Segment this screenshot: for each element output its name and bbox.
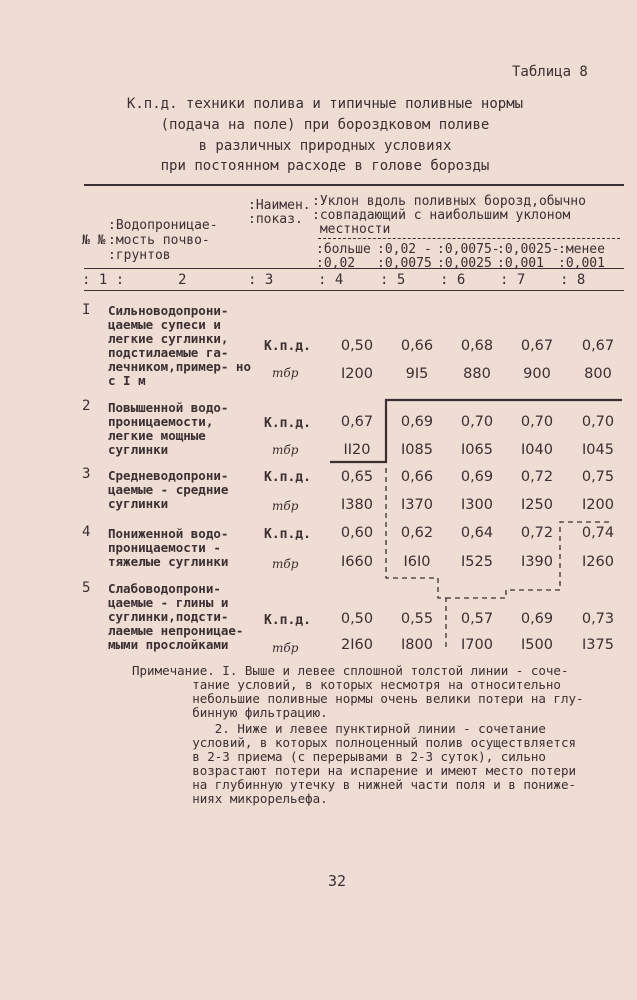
note-line-1: Примечание. I. Выше и левее сплошной толстой линии - соче- xyxy=(132,663,569,678)
row-4-number: 4 xyxy=(82,524,91,540)
row-3-number: 3 xyxy=(82,466,91,482)
colnum-1: : 1 : xyxy=(82,272,125,288)
slope-col-2a: :0,02 - xyxy=(377,242,432,257)
note-line-2: тание условий, в которых несмотря на относительно xyxy=(132,677,561,692)
row-3-m-c8: I200 xyxy=(582,497,614,513)
row-1-m-c4: I200 xyxy=(341,366,373,382)
header-number: № № xyxy=(82,233,106,248)
table-label: Таблица 8 xyxy=(512,64,588,80)
row-3-m-c6: I300 xyxy=(461,497,493,513)
slope-col-3b: :0,0025 xyxy=(437,256,492,271)
row-2-kpd-label: К.п.д. xyxy=(264,416,311,431)
header-indicator-1: :Наимен. xyxy=(248,198,311,213)
row-3-kpd-c6: 0,69 xyxy=(460,469,494,485)
row-5-kpd-label: К.п.д. xyxy=(264,613,311,628)
slope-col-1b: :0,02 xyxy=(316,256,356,271)
row-5-name: Слабоводопрони- цаемые - глины и суглинки,подсти- лаемые непроницае- мыми прослойками xyxy=(108,581,244,652)
row-3-kpd-c5: 0,66 xyxy=(400,469,434,485)
row-1-number: I xyxy=(82,302,91,318)
dashed-boundary-line xyxy=(386,468,612,648)
row-5-m-c6: I700 xyxy=(461,637,493,653)
row-2-name: Повышенной водо- проницаемости, легкие мощные суглинки xyxy=(108,400,229,457)
row-1-kpd-c8: 0,67 xyxy=(581,338,615,354)
row-1-kpd-c7: 0,67 xyxy=(520,338,554,354)
note-line-8: возрастают потери на испарение и имеют место потери xyxy=(132,763,577,778)
colnum-7: : 7 xyxy=(500,272,526,288)
row-5-kpd-c7: 0,69 xyxy=(520,611,554,627)
row-4-m-c6: I525 xyxy=(461,554,493,570)
title-line-2: (подача на поле) при бороздковом поливе xyxy=(160,117,490,133)
colnum-3: : 3 xyxy=(248,272,274,288)
title-line-4: при постоянном расходе в голове борозды xyxy=(160,158,490,174)
row-4-kpd-c4: 0,60 xyxy=(340,525,374,541)
row-1-m-c7: 900 xyxy=(523,366,551,382)
note-line-9: на глубинную утечку в нижней части поля и в пониже- xyxy=(132,777,577,792)
slope-col-5a: :менее xyxy=(558,242,605,257)
note-line-4: бинную фильтрацию. xyxy=(132,705,328,720)
row-3-m-c5: I370 xyxy=(401,497,433,513)
row-3-m-c4: I380 xyxy=(341,497,373,513)
row-2-m-label: mбр xyxy=(272,443,299,457)
row-4-name: Пониженной водо- проницаемости - тяжелые суглинки xyxy=(108,526,229,569)
row-3-kpd-label: К.п.д. xyxy=(264,470,311,485)
row-2-m-c8: I045 xyxy=(582,442,614,458)
row-3-m-c7: I250 xyxy=(521,497,553,513)
slope-col-4a: :0,0025- xyxy=(497,242,560,257)
row-5-kpd-c4: 0,50 xyxy=(340,611,374,627)
header-perm-3: :грунтов xyxy=(108,248,171,263)
slope-col-2b: :0,0075 xyxy=(377,256,432,271)
row-4-kpd-c6: 0,64 xyxy=(460,525,494,541)
row-1-m-c6: 880 xyxy=(463,366,491,382)
row-1-kpd-label: К.п.д. xyxy=(264,339,311,354)
row-2-m-c4: II20 xyxy=(343,442,371,458)
row-2-m-c6: I065 xyxy=(461,442,493,458)
row-5-m-c4: 2I60 xyxy=(341,637,373,653)
row-4-m-c4: I660 xyxy=(341,554,373,570)
colnum-8: : 8 xyxy=(560,272,586,288)
page-number: 32 xyxy=(328,872,347,890)
slope-col-5b: :0,001 xyxy=(558,256,605,271)
row-4-kpd-c8: 0,74 xyxy=(581,525,615,541)
colnum-2: 2 xyxy=(178,272,187,288)
title-line-3: в различных природных условиях xyxy=(198,138,452,154)
row-4-m-c5: I6I0 xyxy=(403,554,431,570)
header-slope-1: :Уклон вдоль поливных борозд,обычно xyxy=(312,194,586,209)
title-line-1: К.п.д. техники полива и типичные поливные нормы xyxy=(126,96,524,112)
header-perm-1: :Водопроницае- xyxy=(108,218,218,233)
row-1-m-c8: 800 xyxy=(584,366,612,382)
row-2-kpd-c8: 0,70 xyxy=(581,414,615,430)
row-5-kpd-c8: 0,73 xyxy=(581,611,615,627)
slope-col-3a: :0,0075- xyxy=(437,242,500,257)
row-4-m-c8: I260 xyxy=(582,554,614,570)
header-slope-2: :совпадающий с наибольшим уклоном xyxy=(312,208,571,223)
row-5-m-label: mбр xyxy=(272,641,299,655)
row-1-m-label: mбр xyxy=(272,366,299,380)
note-line-5: 2. Ниже и левее пунктирной линии - сочетание xyxy=(132,721,546,736)
colnum-5: : 5 xyxy=(380,272,406,288)
row-2-number: 2 xyxy=(82,398,91,414)
row-2-kpd-c4: 0,67 xyxy=(340,414,374,430)
row-5-kpd-c6: 0,57 xyxy=(460,611,494,627)
row-2-m-c7: I040 xyxy=(521,442,553,458)
row-4-m-c7: I390 xyxy=(521,554,553,570)
row-4-m-label: mбр xyxy=(272,557,299,571)
row-3-kpd-c8: 0,75 xyxy=(581,469,615,485)
row-1-kpd-c4: 0,50 xyxy=(340,338,374,354)
row-3-kpd-c4: 0,65 xyxy=(340,469,374,485)
row-5-m-c8: I375 xyxy=(582,637,614,653)
slope-col-4b: :0,001 xyxy=(497,256,544,271)
note-line-3: небольшие поливные нормы очень велики потери на глу- xyxy=(132,691,584,706)
row-4-kpd-label: К.п.д. xyxy=(264,527,311,542)
row-5-m-c5: I800 xyxy=(401,637,433,653)
row-1-kpd-c5: 0,66 xyxy=(400,338,434,354)
note-line-10: ниях микрорельефа. xyxy=(132,791,328,806)
solid-boundary-line xyxy=(330,400,622,462)
row-1-m-c5: 9I5 xyxy=(405,366,429,382)
note-line-7: в 2-3 приема (с перерывами в 2-3 суток), сильно xyxy=(132,749,546,764)
header-perm-2: :мость почво- xyxy=(108,233,210,248)
row-2-kpd-c6: 0,70 xyxy=(460,414,494,430)
colnum-4: : 4 xyxy=(318,272,344,288)
row-1-name: Сильноводопрони- цаемые супеси и легкие суглинки, подстилаемые га- лечником,пример- но с I м xyxy=(108,303,251,388)
row-3-kpd-c7: 0,72 xyxy=(520,469,554,485)
row-3-name: Средневодопрони- цаемые - средние суглинки xyxy=(108,468,229,511)
row-2-m-c5: I085 xyxy=(401,442,433,458)
row-2-kpd-c7: 0,70 xyxy=(520,414,554,430)
row-4-kpd-c7: 0,72 xyxy=(520,525,554,541)
row-3-m-label: mбр xyxy=(272,499,299,513)
row-5-m-c7: I500 xyxy=(521,637,553,653)
header-indicator-2: :показ. xyxy=(248,212,303,227)
row-5-number: 5 xyxy=(82,580,91,596)
header-slope-3: местности xyxy=(312,222,391,237)
row-4-kpd-c5: 0,62 xyxy=(400,525,434,541)
row-5-kpd-c5: 0,55 xyxy=(400,611,434,627)
row-1-kpd-c6: 0,68 xyxy=(460,338,494,354)
row-2-kpd-c5: 0,69 xyxy=(400,414,434,430)
slope-col-1a: :больше xyxy=(316,242,371,257)
colnum-6: : 6 xyxy=(440,272,466,288)
note-line-6: условий, в которых полноценный полив осуществляется xyxy=(132,735,577,750)
